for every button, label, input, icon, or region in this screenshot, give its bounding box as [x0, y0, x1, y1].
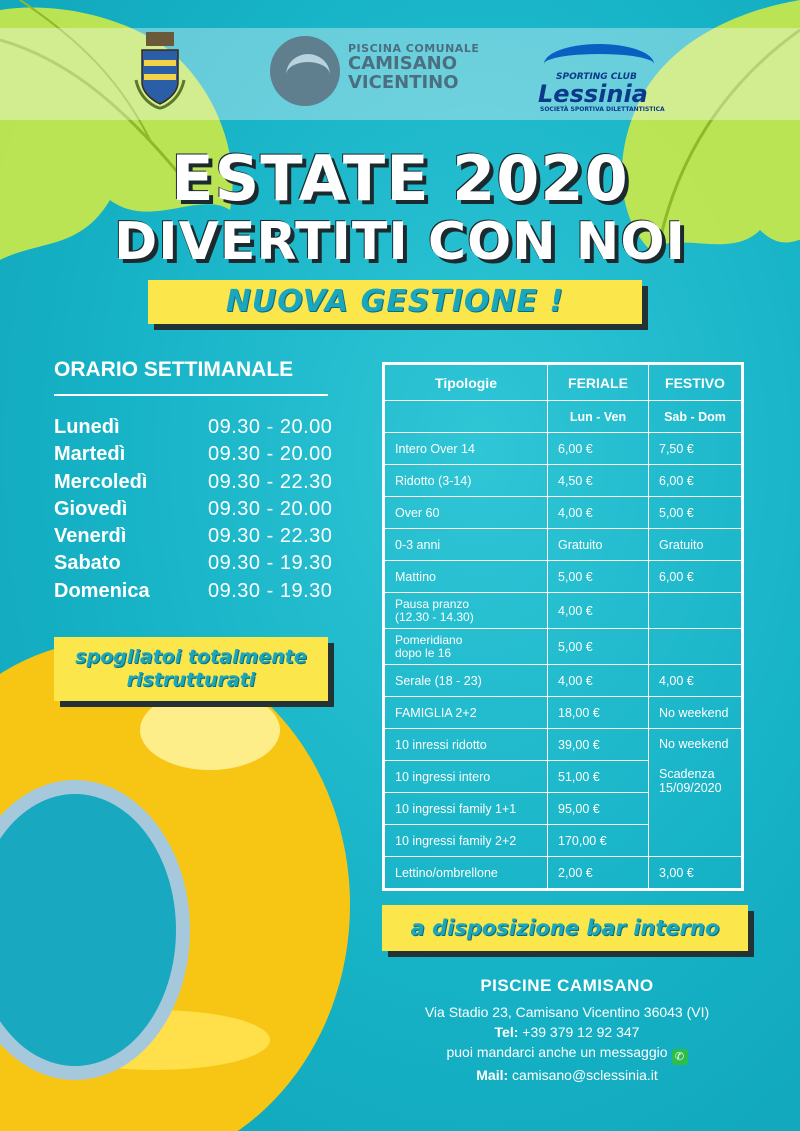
spogliatoi-line2: ristrutturati [126, 669, 256, 691]
schedule-hours: 09.30 - 20.00 [208, 497, 333, 520]
price-type: Mattino [385, 561, 548, 593]
price-row [385, 729, 742, 761]
contact-mail-line [382, 1065, 752, 1085]
contact-address: Via Stadio 23, Camisano Vicentino 36043 (VI) [424, 1004, 710, 1020]
price-festivo [649, 593, 742, 629]
price-festivo: 3,00 € [649, 857, 742, 889]
price-feriale: 2,00 € [548, 857, 649, 889]
price-header-type: Tipologie [385, 365, 548, 401]
spogliatoi-banner [54, 637, 328, 701]
price-festivo: 6,00 € [649, 465, 742, 497]
merged-line1: No weekend [659, 737, 729, 751]
price-type: 10 ingressi family 1+1 [385, 793, 548, 825]
price-feriale: 4,50 € [548, 465, 649, 497]
price-header-festivo: FESTIVO [649, 365, 742, 401]
price-feriale: 18,00 € [548, 697, 649, 729]
price-type: Ridotto (3-14) [385, 465, 548, 497]
schedule-hours: 09.30 - 19.30 [208, 579, 333, 602]
bar-banner-text: a disposizione bar interno [410, 916, 720, 940]
price-type: Intero Over 14 [385, 433, 548, 465]
nuova-gestione-text: NUOVA GESTIONE ! [225, 284, 565, 319]
schedule-day: Giovedì [54, 497, 128, 520]
price-festivo: 7,50 € [649, 433, 742, 465]
headline-line2: DIVERTITI CON NOI [114, 212, 686, 272]
lessinia-logo-top: SPORTING CLUB [556, 72, 637, 82]
price-type: 10 inressi ridotto [385, 729, 548, 761]
price-type: 10 ingressi intero [385, 761, 548, 793]
price-row [385, 465, 742, 497]
price-festivo: 5,00 € [649, 497, 742, 529]
price-type: 10 ingressi family 2+2 [385, 825, 548, 857]
whatsapp-icon[interactable]: ✆ [672, 1049, 688, 1065]
nuova-gestione-banner [148, 280, 642, 324]
schedule-hours: 09.30 - 20.00 [208, 416, 333, 438]
lessinia-logo-sub: SOCIETÀ SPORTIVA DILETTANTISTICA [540, 106, 665, 113]
price-feriale: 4,00 € [548, 497, 649, 529]
schedule-hours: 09.30 - 22.30 [208, 525, 333, 548]
price-subheader-feriale: Lun - Ven [548, 401, 649, 433]
price-table [382, 362, 744, 891]
price-type: Over 60 [385, 497, 548, 529]
price-type-line2: dopo le 16 [395, 645, 452, 660]
contact-mail-label: Mail: [476, 1067, 509, 1083]
price-festivo: 4,00 € [649, 665, 742, 697]
contact-tel[interactable]: +39 379 12 92 347 [522, 1024, 640, 1040]
schedule-day: Lunedì [54, 416, 120, 438]
contact-message: puoi mandarci anche un messaggio [446, 1044, 668, 1060]
swim-ring-highlight [140, 690, 280, 770]
merged-line3: 15/09/2020 [659, 781, 722, 795]
lessinia-logo-name: Lessinia [538, 80, 648, 108]
price-type [385, 629, 548, 665]
schedule-hours: 09.30 - 20.00 [208, 443, 333, 466]
price-type [385, 593, 548, 629]
price-subheader-row [385, 401, 742, 433]
contact-message-line [382, 1042, 752, 1065]
price-feriale: 5,00 € [548, 629, 649, 665]
camisano-logo-line1: PISCINA COMUNALE [348, 42, 480, 55]
price-festivo: 6,00 € [649, 561, 742, 593]
price-festivo [649, 629, 742, 665]
schedule-row [54, 416, 344, 443]
price-row [385, 857, 742, 889]
price-row [385, 629, 742, 665]
schedule-row [54, 471, 344, 498]
price-row [385, 593, 742, 629]
price-row [385, 561, 742, 593]
price-festivo: No weekend [649, 697, 742, 729]
contact-mail[interactable]: camisano@sclessinia.it [512, 1067, 658, 1083]
price-feriale: 95,00 € [548, 793, 649, 825]
schedule-hours: 09.30 - 22.30 [208, 470, 333, 493]
price-feriale: 170,00 € [548, 825, 649, 857]
price-type-line1: Pomeridiano [395, 632, 463, 647]
bar-banner [382, 905, 748, 951]
schedule-hours: 09.30 - 19.30 [208, 552, 333, 575]
price-type: FAMIGLIA 2+2 [385, 697, 548, 729]
camisano-logo [270, 36, 510, 106]
schedule-row [54, 552, 344, 579]
price-type-line2: (12.30 - 14.30) [395, 609, 474, 624]
price-feriale: 39,00 € [548, 729, 649, 761]
schedule-row [54, 580, 344, 607]
contact-block [382, 976, 752, 1085]
price-feriale: Gratuito [548, 529, 649, 561]
price-row [385, 529, 742, 561]
price-type: Lettino/ombrellone [385, 857, 548, 889]
coat-of-arms-icon [132, 30, 188, 110]
schedule-divider [54, 394, 328, 396]
price-feriale: 6,00 € [548, 433, 649, 465]
schedule-day: Domenica [54, 579, 150, 602]
price-subheader-type [385, 401, 548, 433]
merged-line2: Scadenza [659, 767, 715, 781]
headline-line1: ESTATE 2020 [171, 142, 629, 215]
price-festivo: Gratuito [649, 529, 742, 561]
schedule-row [54, 525, 344, 552]
price-header-feriale: FERIALE [548, 365, 649, 401]
price-row [385, 665, 742, 697]
contact-name: PISCINE CAMISANO [480, 976, 654, 995]
schedule-day: Martedì [54, 443, 126, 466]
spogliatoi-line1: spogliatoi totalmente [75, 646, 307, 668]
schedule-list [54, 416, 344, 607]
price-row [385, 497, 742, 529]
price-feriale: 5,00 € [548, 561, 649, 593]
price-type: Serale (18 - 23) [385, 665, 548, 697]
schedule-day: Sabato [54, 552, 121, 575]
schedule-row [54, 498, 344, 525]
camisano-logo-line2: CAMISANO [348, 53, 458, 74]
price-row [385, 697, 742, 729]
price-subheader-festivo: Sab - Dom [649, 401, 742, 433]
contact-tel-label: Tel: [494, 1024, 519, 1040]
price-feriale: 4,00 € [548, 593, 649, 629]
schedule-row [54, 443, 344, 470]
schedule-title: ORARIO SETTIMANALE [54, 358, 294, 381]
camisano-logo-line3: VICENTINO [348, 72, 459, 93]
price-header-row [385, 365, 742, 401]
price-festivo-merged [649, 729, 742, 857]
price-type-line1: Pausa pranzo [395, 596, 470, 611]
contact-tel-line [382, 1022, 752, 1042]
lessinia-logo [536, 40, 666, 113]
schedule-day: Mercoledì [54, 470, 148, 493]
price-type: 0-3 anni [385, 529, 548, 561]
schedule-day: Venerdì [54, 525, 127, 548]
price-feriale: 4,00 € [548, 665, 649, 697]
price-feriale: 51,00 € [548, 761, 649, 793]
price-row [385, 433, 742, 465]
camisano-logo-icon [270, 36, 340, 106]
